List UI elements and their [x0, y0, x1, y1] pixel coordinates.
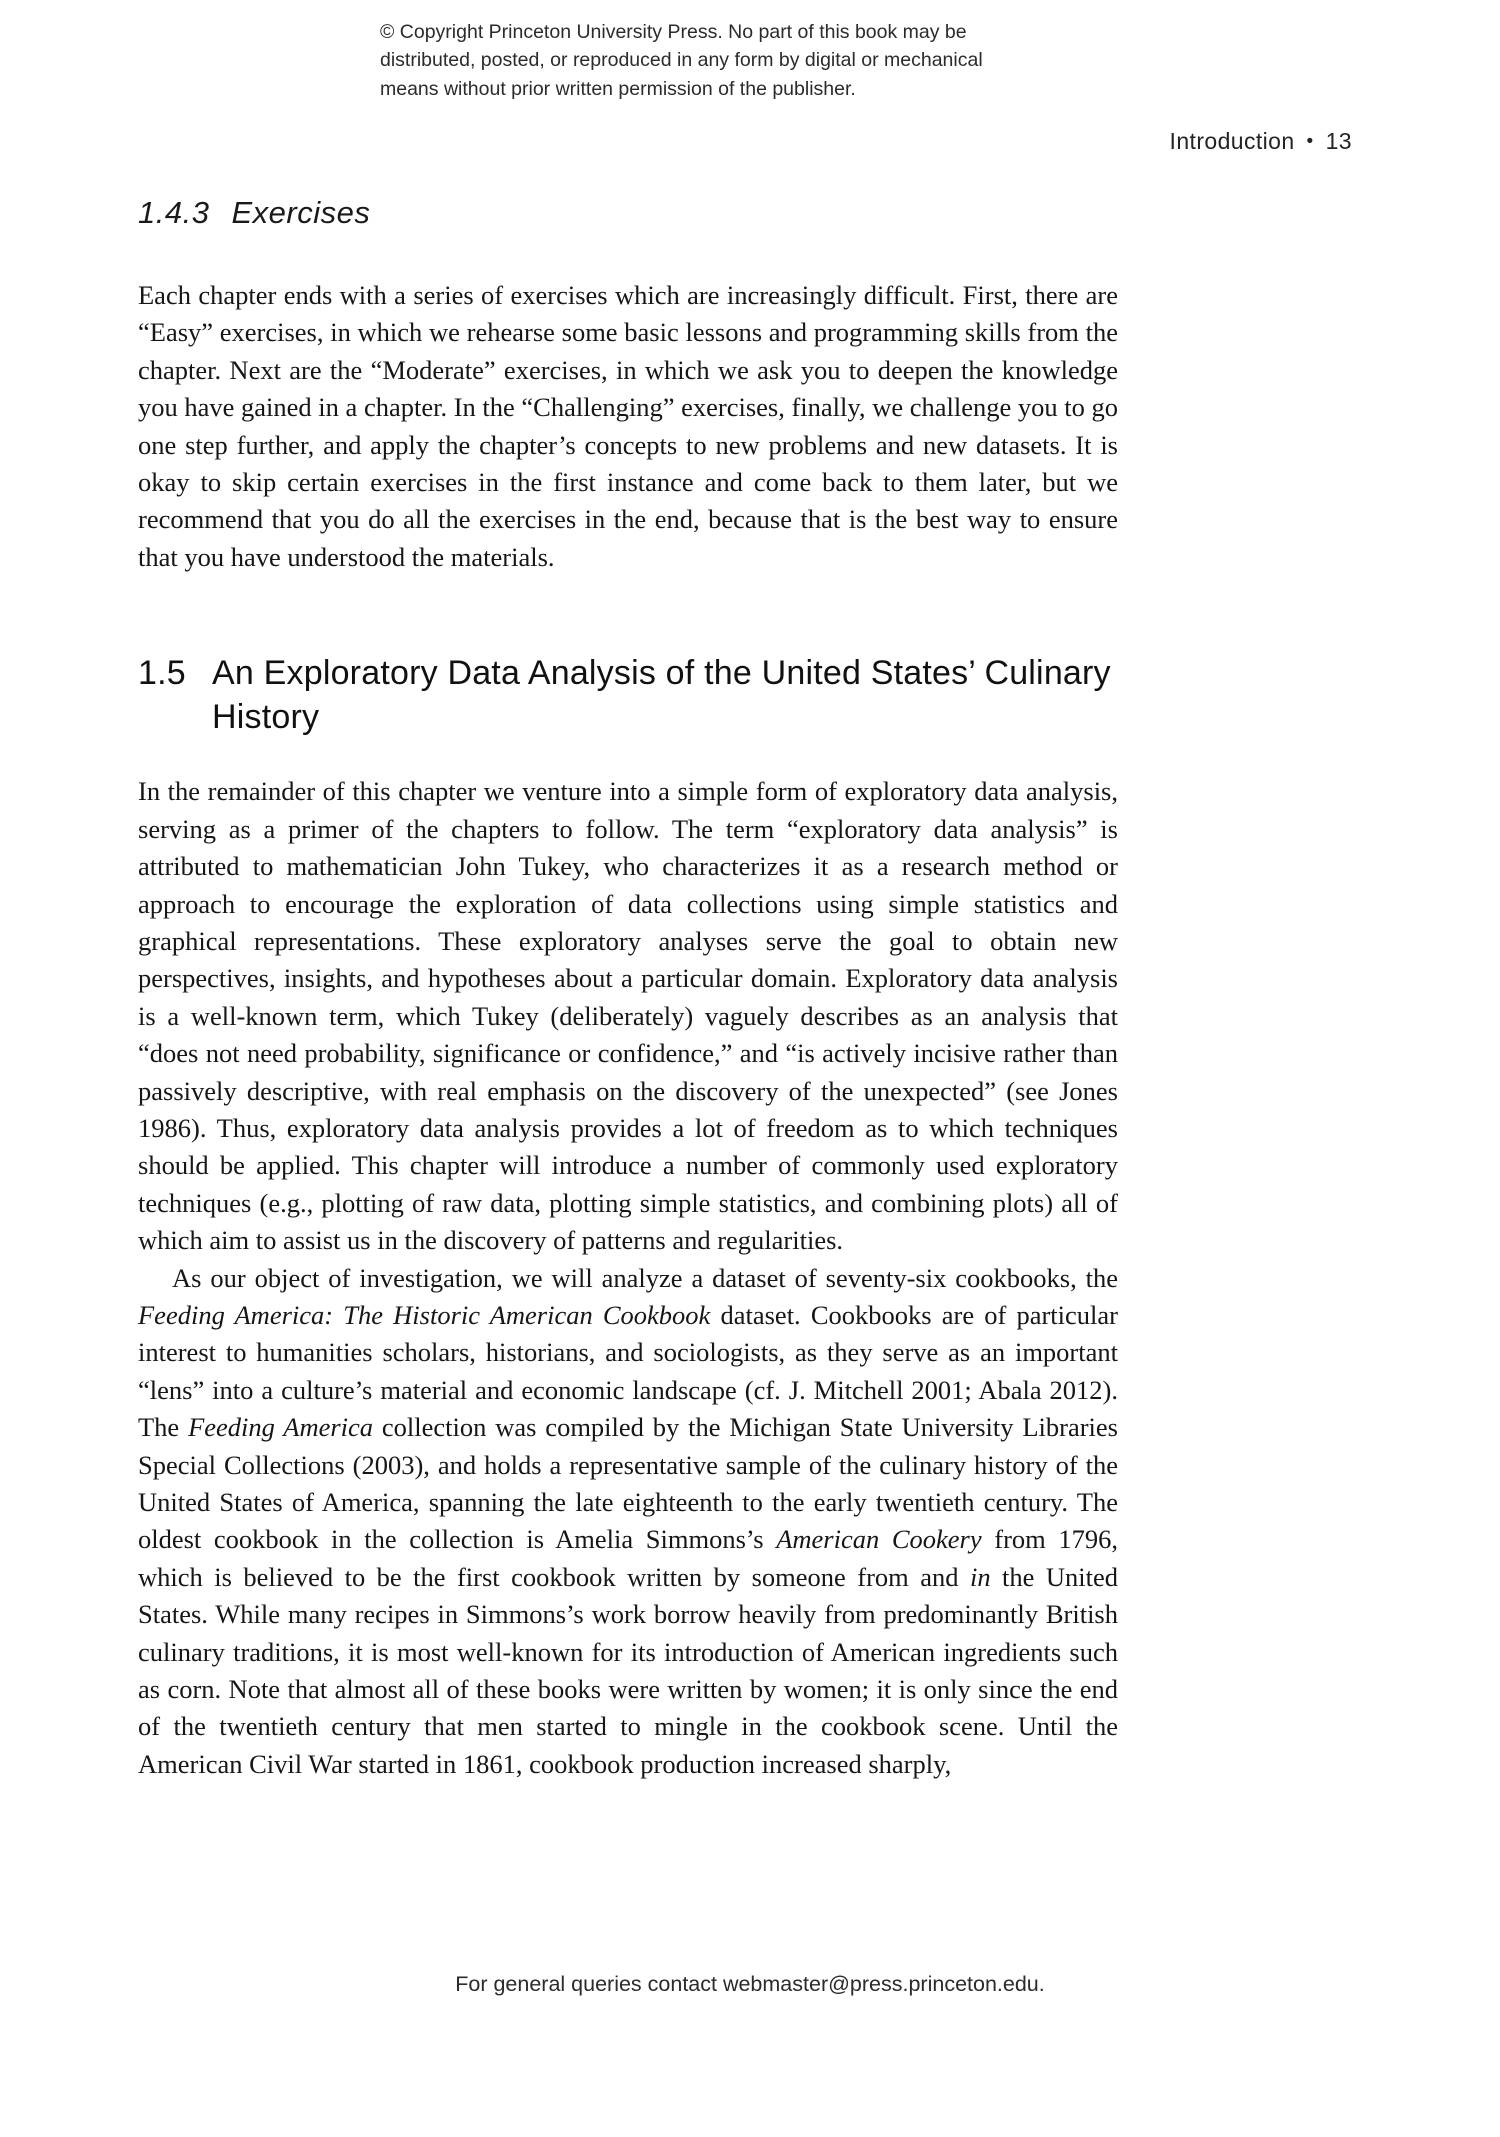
section-heading	[138, 652, 1118, 739]
page-number: 13	[1325, 128, 1352, 154]
paragraph-2-text-1: As our object of investigation, we will analyze a dataset of seventy-six cookbooks, the	[172, 1262, 1118, 1293]
section-spacer	[138, 576, 1118, 652]
paragraph-2-text-3: collection was compiled by the Michigan State University Libraries Special Collections (2003), and holds a representative sample of the culinary history of the United States of America, spanning the late eighteenth to the early twentieth century. The oldest cookbook in the collection is Amelia Simmons’s	[138, 1412, 1118, 1555]
subsection-paragraph: Each chapter ends with a series of exercises which are increasingly difficult. First, there are “Easy” exercises, in which we rehearse some basic lessons and programming skills from the chapter. Next are the “Moderate” exercises, in which we ask you to deepen the knowledge you have gained in a chapter. In the “Challenging” exercises, finally, we challenge you to go one step further, and apply the chapter’s concepts to new problems and new datasets. It is okay to skip certain exercises in the first instance and come back to them later, but we recommend that you do all the exercises in the end, because that is the best way to ensure that you have understood the materials.	[138, 280, 1118, 572]
running-head	[1170, 128, 1352, 155]
section-title: An Exploratory Data Analysis of the United States’ Culinary History	[212, 654, 1111, 736]
book-title-american-cookery: American Cookery	[776, 1524, 982, 1555]
copyright-line-1: © Copyright Princeton University Press. No part of this book may be	[380, 21, 967, 43]
book-title-feeding-america-full: Feeding America: The Historic American Cookbook	[138, 1299, 711, 1330]
running-head-separator-icon: •	[1306, 131, 1314, 152]
copyright-line-3: means without prior written permission of the publisher.	[380, 77, 856, 100]
section-paragraph-2	[138, 1260, 1118, 1784]
text-column	[138, 195, 1118, 1783]
subsection-number: 1.4.3	[138, 195, 210, 230]
book-title-feeding-america: Feeding America	[188, 1412, 374, 1443]
paragraph-2-text-4: from 1796, which is believed to be the first cookbook written by someone from and	[138, 1524, 1119, 1592]
emphasis-in: in	[969, 1561, 991, 1592]
paragraph-2-text-2: dataset. Cookbooks are of particular interest to humanities scholars, historians, and sociologists, as they serve as an important “lens” into a culture’s material and economic landscape (cf. J. Mitchell 2001; Abala 2012). The	[138, 1299, 1118, 1443]
copyright-notice	[380, 18, 1120, 103]
copyright-line-2: distributed, posted, or reproduced in any form by digital or mechanical	[380, 49, 983, 72]
subsection-heading	[138, 195, 1118, 231]
section-number: 1.5	[138, 654, 186, 693]
paragraph-2-text-5: the United States. While many recipes in Simmons’s work borrow heavily from predominantly British culinary traditions, it is most well-known for its introduction of American ingredients such as corn. Note that almost all of these books were written by women; it is only since the end of the twentieth century that men started to mingle in the cookbook scene. Until the American Civil War started in 1861, cookbook production increased sharply,	[138, 1561, 1119, 1779]
subsection-title: Exercises	[231, 195, 371, 230]
footer-note: For general queries contact webmaster@press.princeton.edu.	[455, 1972, 1045, 1996]
running-head-title: Introduction	[1169, 128, 1295, 154]
section-paragraph-1: In the remainder of this chapter we venture into a simple form of exploratory data analysis, serving as a primer of the chapters to follow. The term “exploratory data analysis” is attributed to mathematician John Tukey, who characterizes it as a research method or approach to encourage the exploration of data collections using simple statistics and graphical representations. These exploratory analyses serve the goal to obtain new perspectives, insights, and hypotheses about a particular domain. Exploratory data analysis is a well-known term, which Tukey (deliberately) vaguely describes as an analysis that “does not need probability, significance or confidence,” and “is actively incisive rather than passively descriptive, with real emphasis on the discovery of the unexpected” (see Jones 1986). Thus, exploratory data analysis provides a lot of freedom as to which techniques should be applied. This chapter will introduce a number of commonly used exploratory techniques (e.g., plotting of raw data, plotting simple statistics, and combining plots) all of which aim to assist us in the discovery of patterns and regularities.	[138, 776, 1118, 1256]
